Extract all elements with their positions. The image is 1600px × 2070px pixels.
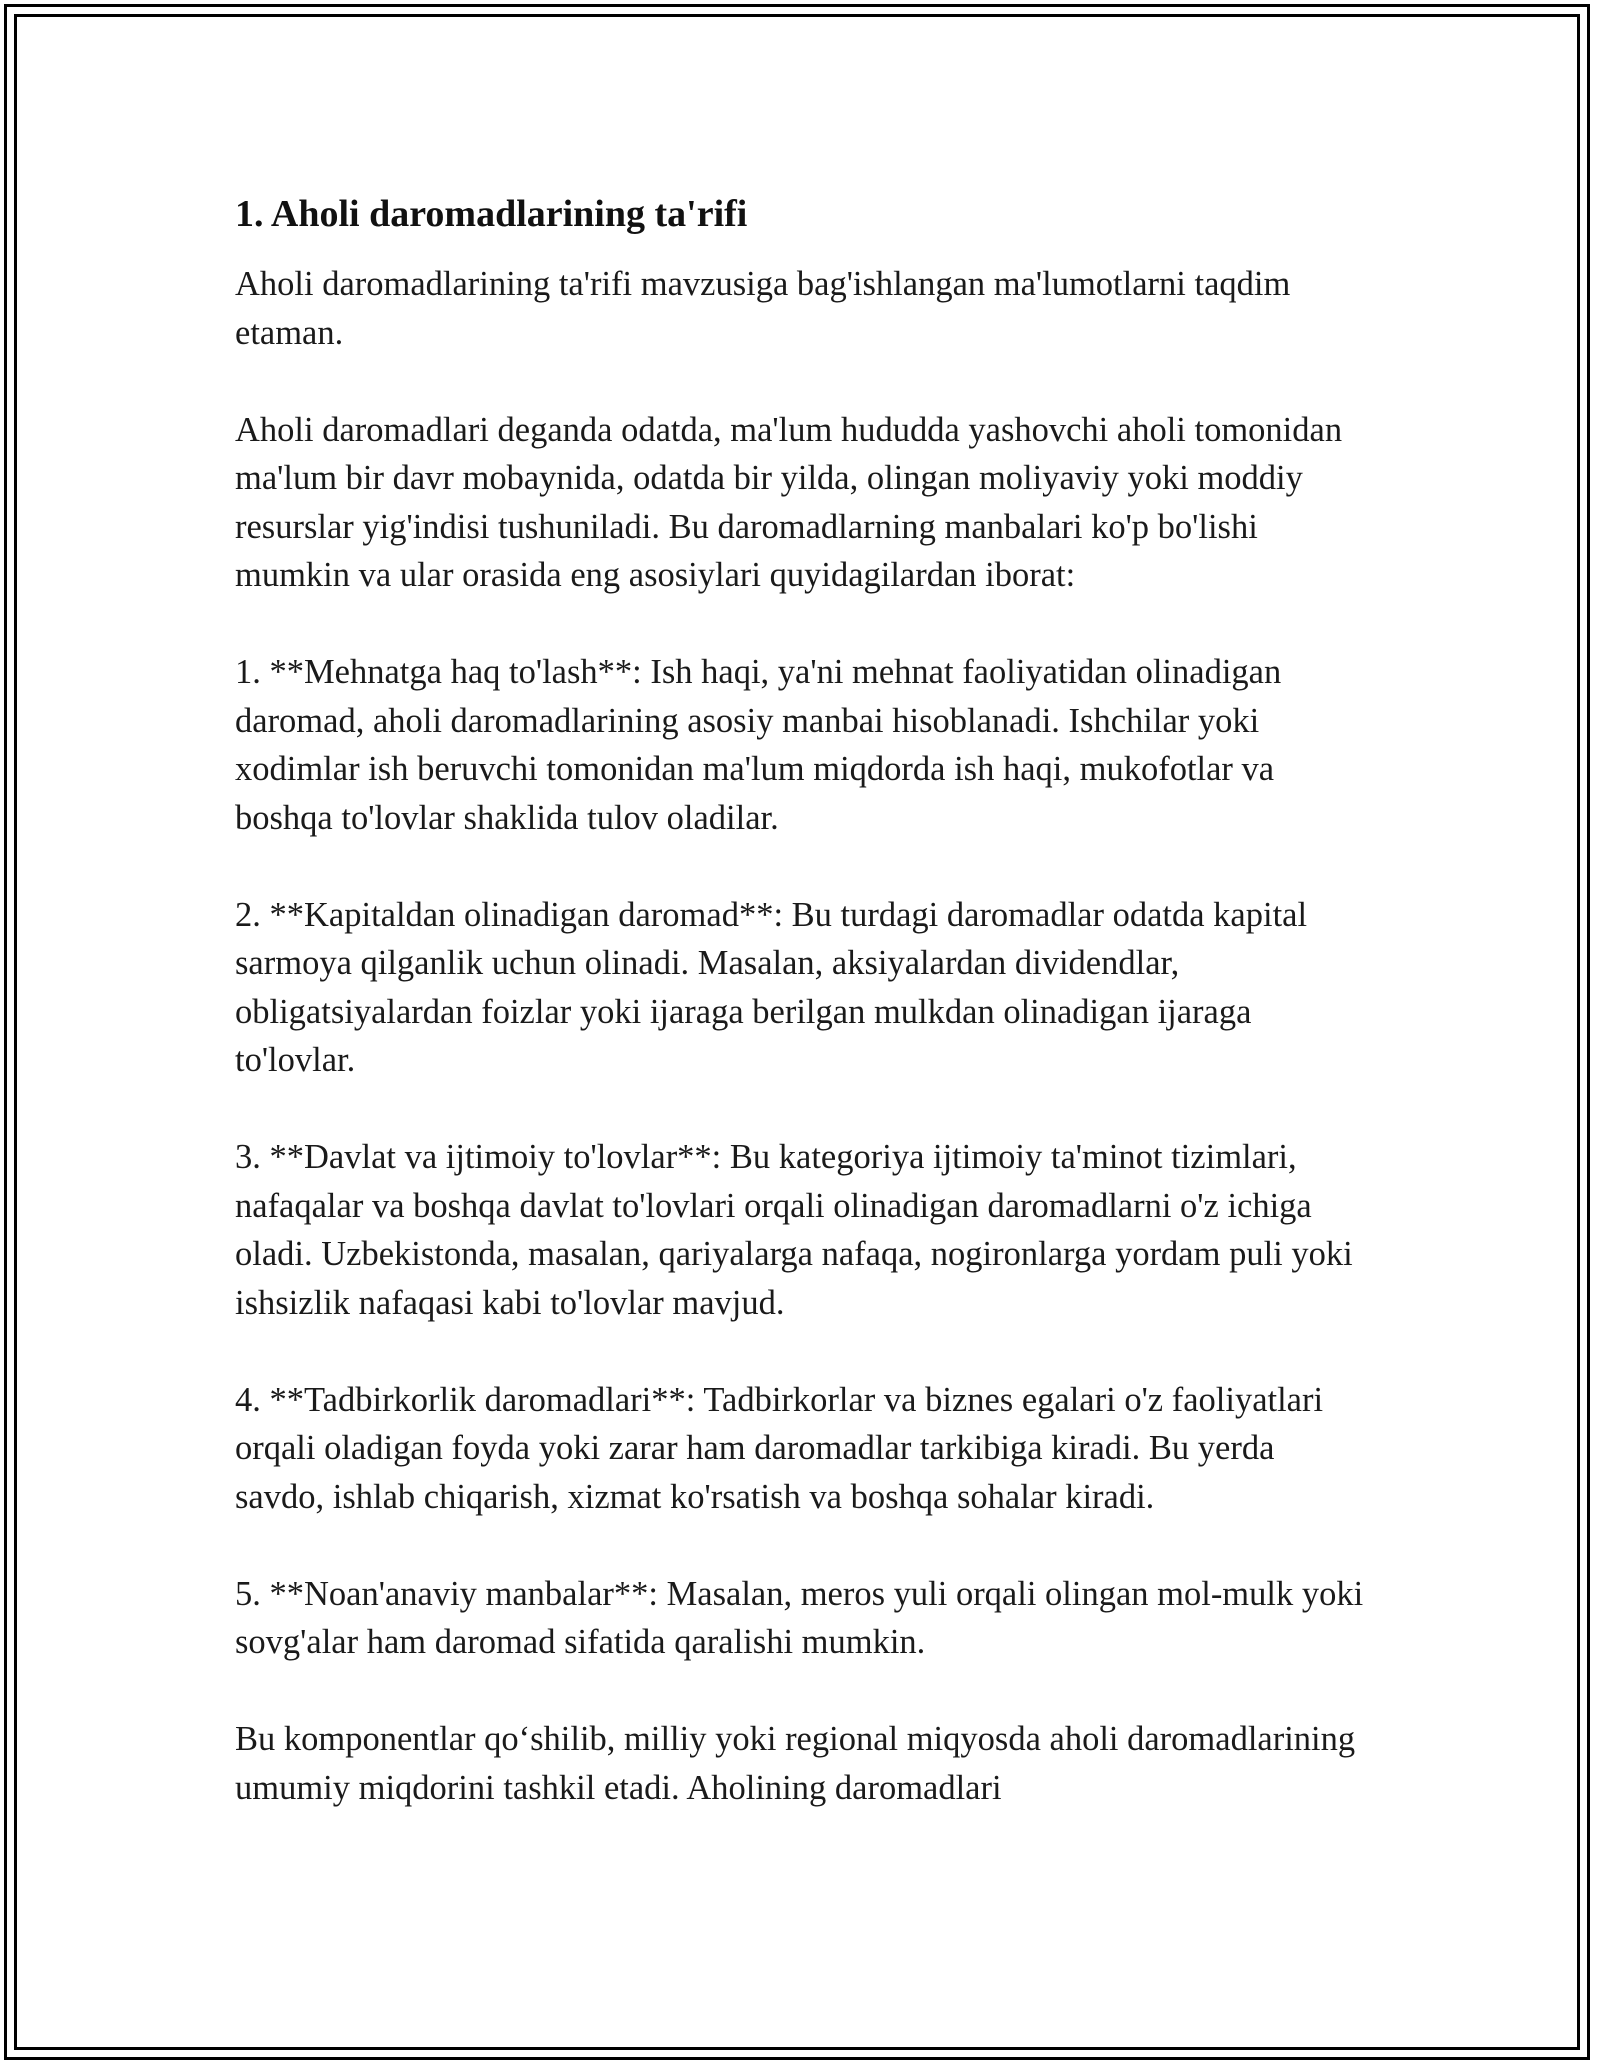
intro-paragraph: Aholi daromadlarining ta'rifi mavzusiga bag'ishlangan ma'lumotlarni taqdim etaman.: [235, 265, 1291, 352]
list-item-capital-income: 2. **Kapitaldan olinadigan daromad**: Bu turdagi daromadlar odatda kapital sarmoya qilganlik uchun olinadi. Masalan, aksiyalardan dividendlar, obligatsiyalardan foizlar yoki ijaraga berilgan mulkdan olinadigan ijaraga to'lovlar.: [235, 895, 1308, 1079]
document-title: 1. Aholi daromadlarining ta'rifi: [235, 193, 748, 235]
list-item-non-traditional: 5. **Noan'anaviy manbalar**: Masalan, meros yuli orqali olingan mol-mulk yoki sovg'alar ham daromad sifatida qaralishi mumkin.: [235, 1574, 1364, 1661]
document-body: [235, 188, 1370, 1861]
list-item-wages: 1. **Mehnatga haq to'lash**: Ish haqi, ya'ni mehnat faoliyatidan olinadigan daromad, aholi daromadlarining asosiy manbai hisoblanadi. Ishchilar yoki xodimlar ish beruvchi tomonidan ma'lum miqdorda ish haqi, mukofotlar va boshqa to'lovlar shaklida tulov oladilar.: [235, 653, 1282, 837]
closing-paragraph: Bu komponentlar qo‘shilib, milliy yoki regional miqyosda aholi daromadlarining umumiy miqdorini tashkil etadi. Aholining daromadlari: [235, 1720, 1356, 1807]
list-item-state-payments: 3. **Davlat va ijtimoiy to'lovlar**: Bu kategoriya ijtimoiy ta'minot tizimlari, nafaqalar va boshqa davlat to'lovlari orqali olinadigan daromadlarni o'z ichiga oladi. Uzbekistonda, masalan, qariyalarga nafaqa, nogironlarga yordam puli yoki ishsizlik nafaqasi kabi to'lovlar mavjud.: [235, 1138, 1353, 1322]
definition-paragraph: Aholi daromadlari deganda odatda, ma'lum hududda yashovchi aholi tomonidan ma'lum bir davr mobaynida, odatda bir yilda, olingan moliyaviy yoki moddiy resurslar yig'indisi tushuniladi. Bu daromadlarning manbalari ko'p bo'lishi mumkin va ular orasida eng asosiylari quyidagilardan iborat:: [235, 410, 1343, 594]
list-item-business-income: 4. **Tadbirkorlik daromadlari**: Tadbirkorlar va biznes egalari o'z faoliyatlari orqali oladigan foyda yoki zarar ham daromadlar tarkibiga kiradi. Bu yerda savdo, ishlab chiqarish, xizmat ko'rsatish va boshqa sohalar kiradi.: [235, 1380, 1324, 1516]
